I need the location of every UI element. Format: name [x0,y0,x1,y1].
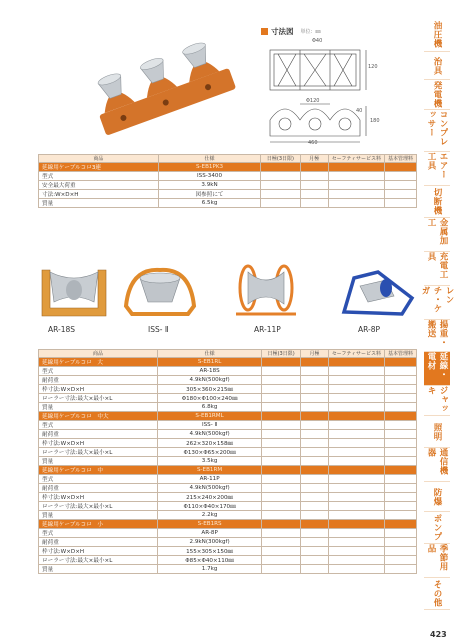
row-value: 4.9kN(500kgf) [158,376,262,385]
side-tab[interactable]: レンチ・ケガ [424,286,450,320]
dimension-drawing [258,36,418,148]
table-row [39,475,417,484]
row-label: 枠寸法:W×D×H [39,439,158,448]
row-label: ローラー寸法:最大×最小×L [39,502,158,511]
col-header: 基本管理料 [384,350,416,358]
section-code: S-EB1RS [158,520,262,529]
caption-ar-8p: AR-8P [358,325,381,334]
row-label: 質量 [39,457,158,466]
table-row [39,421,417,430]
table-row [39,172,417,181]
col-header: 基本管理料 [384,155,416,163]
row-label: 型式 [39,172,159,181]
dimension-title: 寸法図 [271,27,294,36]
row-label: 質量 [39,565,158,574]
row-label: 耐荷重 [39,430,158,439]
col-header: セーフティサービス料 [328,350,384,358]
dim-label-base: 40 [356,108,363,114]
row-value: ISS-3400 [158,172,261,181]
dim-label-depth: 120 [368,64,378,70]
row-label: 耐荷重 [39,538,158,547]
side-tab[interactable]: コンプレッサー [424,110,450,152]
table-row [39,385,417,394]
table-row [39,457,417,466]
side-tab[interactable]: 充電工具 [424,252,450,286]
table-row [39,376,417,385]
row-value: 155×305×150㎜ [158,547,262,556]
section-row [39,163,417,172]
table-row [39,529,417,538]
row-label: ローラー寸法:最大×最小×L [39,556,158,565]
col-header: 仕様 [158,155,261,163]
row-value: ISS- Ⅱ [158,421,262,430]
side-tab[interactable]: 金属加工 [424,218,450,252]
row-value: AR-18S [158,367,262,376]
row-value: 2.2kg [158,511,262,520]
col-header: 日極(3日限) [261,155,300,163]
dimension-unit: 単位：㎜ [300,29,321,35]
table-row [39,439,417,448]
section-code: S-EB1RML [158,412,262,421]
side-tab[interactable]: その他 [424,578,450,610]
side-tab[interactable]: 油圧機 [424,18,450,52]
side-tab[interactable]: 延線・電材 [424,352,450,386]
row-label: 質量 [39,199,159,208]
table-row [39,190,417,199]
row-value: 図参照にて [158,190,261,199]
side-tab[interactable]: 発電機 [424,80,450,110]
table-row [39,199,417,208]
side-tab[interactable]: 治具 [424,52,450,80]
spec-table-triple [38,154,417,208]
table-row [39,430,417,439]
section-marker-icon [261,28,268,35]
dim-label-diameter-large: Φ120 [306,98,320,104]
side-tab[interactable]: 揚重・搬送 [424,320,450,352]
spec-table-rollers [38,349,417,574]
section-row [39,358,417,367]
table-row [39,547,417,556]
row-value: Φ180×Φ100×240㎜ [158,394,262,403]
section-name: 延線用ケーブルコロ 大 [39,358,158,367]
table-row [39,484,417,493]
col-header: 商品 [39,155,159,163]
table-row [39,181,417,190]
row-value: 4.9kN(500kgf) [158,430,262,439]
page-number: 423 [430,630,447,639]
ar-8p-photo [338,258,418,320]
row-value: 6.5kg [158,199,261,208]
row-value: Φ130×Φ65×200㎜ [158,448,262,457]
row-value: Φ85×Φ40×110㎜ [158,556,262,565]
section-code: S-EB1RM [158,466,262,475]
caption-ar-18s: AR-18S [48,325,76,334]
row-label: 質量 [39,403,158,412]
col-header: セーフティサービス料 [328,155,384,163]
row-value: 6.8kg [158,403,262,412]
caption-iss-2: ISS- Ⅱ [148,325,169,334]
side-tab[interactable]: 季節用品 [424,544,450,578]
table-row [39,502,417,511]
row-label: ローラー寸法:最大×最小×L [39,394,158,403]
row-value: AR-11P [158,475,262,484]
row-value: 1.7kg [158,565,262,574]
dim-label-height: 180 [370,118,380,124]
iss-2-photo [120,258,200,320]
col-header: 日極(3日限) [262,350,301,358]
table-row [39,538,417,547]
ar-11p-photo [226,258,306,320]
row-label: 枠寸法:W×D×H [39,547,158,556]
section-name: 延線用ケーブルコロ 小 [39,520,158,529]
row-label: 耐荷重 [39,484,158,493]
caption-ar-11p: AR-11P [254,325,281,334]
side-tab[interactable]: 照明 [424,416,450,448]
table-row [39,403,417,412]
dim-label-width: 460 [308,140,318,146]
col-header: 月極 [301,350,329,358]
row-value: 215×240×200㎜ [158,493,262,502]
row-label: 型式 [39,475,158,484]
section-name: 延線用ケーブルコロ 中 [39,466,158,475]
side-tab[interactable]: 切断機 [424,186,450,218]
row-label: 耐荷重 [39,376,158,385]
row-label: 枠寸法:W×D×H [39,493,158,502]
side-tab[interactable]: ジャッキ [424,386,450,416]
dimension-lines [258,36,418,148]
side-index [420,18,454,610]
ar-18s-photo [34,258,114,320]
section-name: 延線用ケーブルコロ 中大 [39,412,158,421]
table-row [39,556,417,565]
section-row [39,412,417,421]
row-label: ローラー寸法:最大×最小×L [39,448,158,457]
row-label: 型式 [39,529,158,538]
section-row [39,520,417,529]
row-label: 型式 [39,367,158,376]
side-tab[interactable]: エアー工具 [424,152,450,186]
table-row [39,511,417,520]
section-code: S-EB1PK3 [158,163,261,172]
row-label: 安全最大荷重 [39,181,159,190]
row-label: 枠寸法:W×D×H [39,385,158,394]
section-row [39,466,417,475]
row-value: Φ110×Φ40×170㎜ [158,502,262,511]
section-code: S-EB1RL [158,358,262,367]
side-tab[interactable]: 通信機器 [424,448,450,482]
table-row [39,367,417,376]
row-value: 305×360×215㎜ [158,385,262,394]
row-value: 3.5kg [158,457,262,466]
row-label: 寸法:W×D×H [39,190,159,199]
table-row [39,448,417,457]
table-row [39,565,417,574]
col-header: 仕様 [158,350,262,358]
row-value: AR-8P [158,529,262,538]
row-label: 型式 [39,421,158,430]
side-tab[interactable]: 防爆 [424,482,450,512]
table-row [39,493,417,502]
row-value: 4.9kN(500kgf) [158,484,262,493]
row-value: 262×320×158㎜ [158,439,262,448]
dim-label-diameter-small: Φ40 [312,38,323,44]
side-tab[interactable]: ポンプ [424,512,450,544]
row-value: 2.9kN(300kgf) [158,538,262,547]
row-label: 質量 [39,511,158,520]
col-header: 月極 [300,155,328,163]
col-header: 商品 [39,350,158,358]
section-name: 延線用ケーブルコロ3連 [39,163,159,172]
table-row [39,394,417,403]
row-value: 3.9kN [158,181,261,190]
triple-roller-photo [88,40,238,145]
